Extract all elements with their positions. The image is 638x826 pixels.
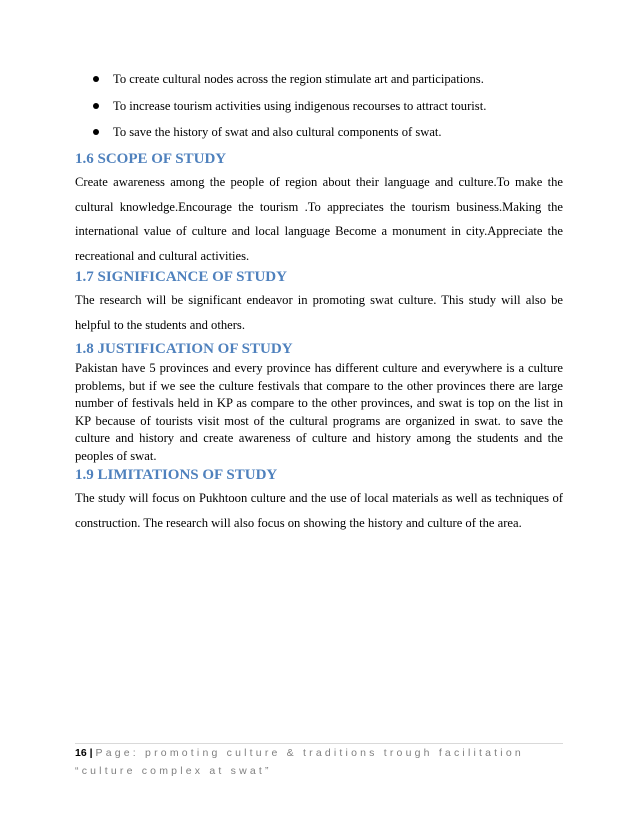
section-body: The research will be significant endeavor in promoting swat culture. This study will also be helpful to the students and others. — [75, 293, 563, 332]
bullet-item — [93, 72, 573, 87]
section-body: The study will focus on Pukhtoon culture and the use of local materials as well as techniques of construction. The research will also focus on showing the history and culture of the area. — [75, 491, 563, 530]
bullet-item — [93, 99, 573, 114]
footer-line-1 — [75, 744, 575, 762]
page-footer — [75, 744, 575, 780]
page-number: 16 — [75, 747, 87, 759]
bullet-item — [93, 125, 573, 140]
section-heading: 1.8 JUSTIFICATION OF STUDY — [75, 341, 293, 357]
footer-page-label: Page: promoting culture & traditions trough facilitation — [95, 747, 524, 759]
bullet-text: To create cultural nodes across the region stimulate art and participations. — [113, 72, 484, 86]
scope-of-study-section — [75, 150, 563, 268]
footer-separator: | — [89, 747, 93, 759]
bullet-icon — [93, 129, 99, 135]
bullet-text: To increase tourism activities using indigenous recourses to attract tourist. — [113, 98, 487, 113]
section-heading: 1.6 SCOPE OF STUDY — [75, 151, 227, 167]
section-heading: 1.9 LIMITATIONS OF STUDY — [75, 467, 278, 483]
limitations-of-study-section — [75, 466, 563, 535]
significance-of-study-section — [75, 268, 563, 337]
bullet-text: To save the history of swat and also cultural components of swat. — [113, 125, 442, 139]
section-body: Pakistan have 5 provinces and every province has different culture and everywhere is a culture problems, but if we see the culture festivals that compare to the other provinces there are large number of festivals held in KP as compare to the other provinces, and swat is top on the list in KP because of tourists visit most of the cultural programs are organized in swat. to save the culture and history and create awareness of culture and history among the students and the peoples of swat. — [75, 361, 563, 463]
bullet-icon — [93, 76, 99, 82]
footer-subtitle: “culture complex at swat” — [75, 765, 272, 777]
objectives-bullet-list — [93, 72, 573, 152]
section-heading: 1.7 SIGNIFICANCE OF STUDY — [75, 269, 287, 285]
justification-of-study-section — [75, 340, 563, 466]
section-body: Create awareness among the people of region about their language and culture.To make the cultural knowledge.Encourage the tourism .To appreciates the tourism business.Making the international value of culture and local language Become a monument in city.Appreciate the recreational and cultural activities. — [75, 175, 563, 263]
bullet-icon — [93, 103, 99, 109]
